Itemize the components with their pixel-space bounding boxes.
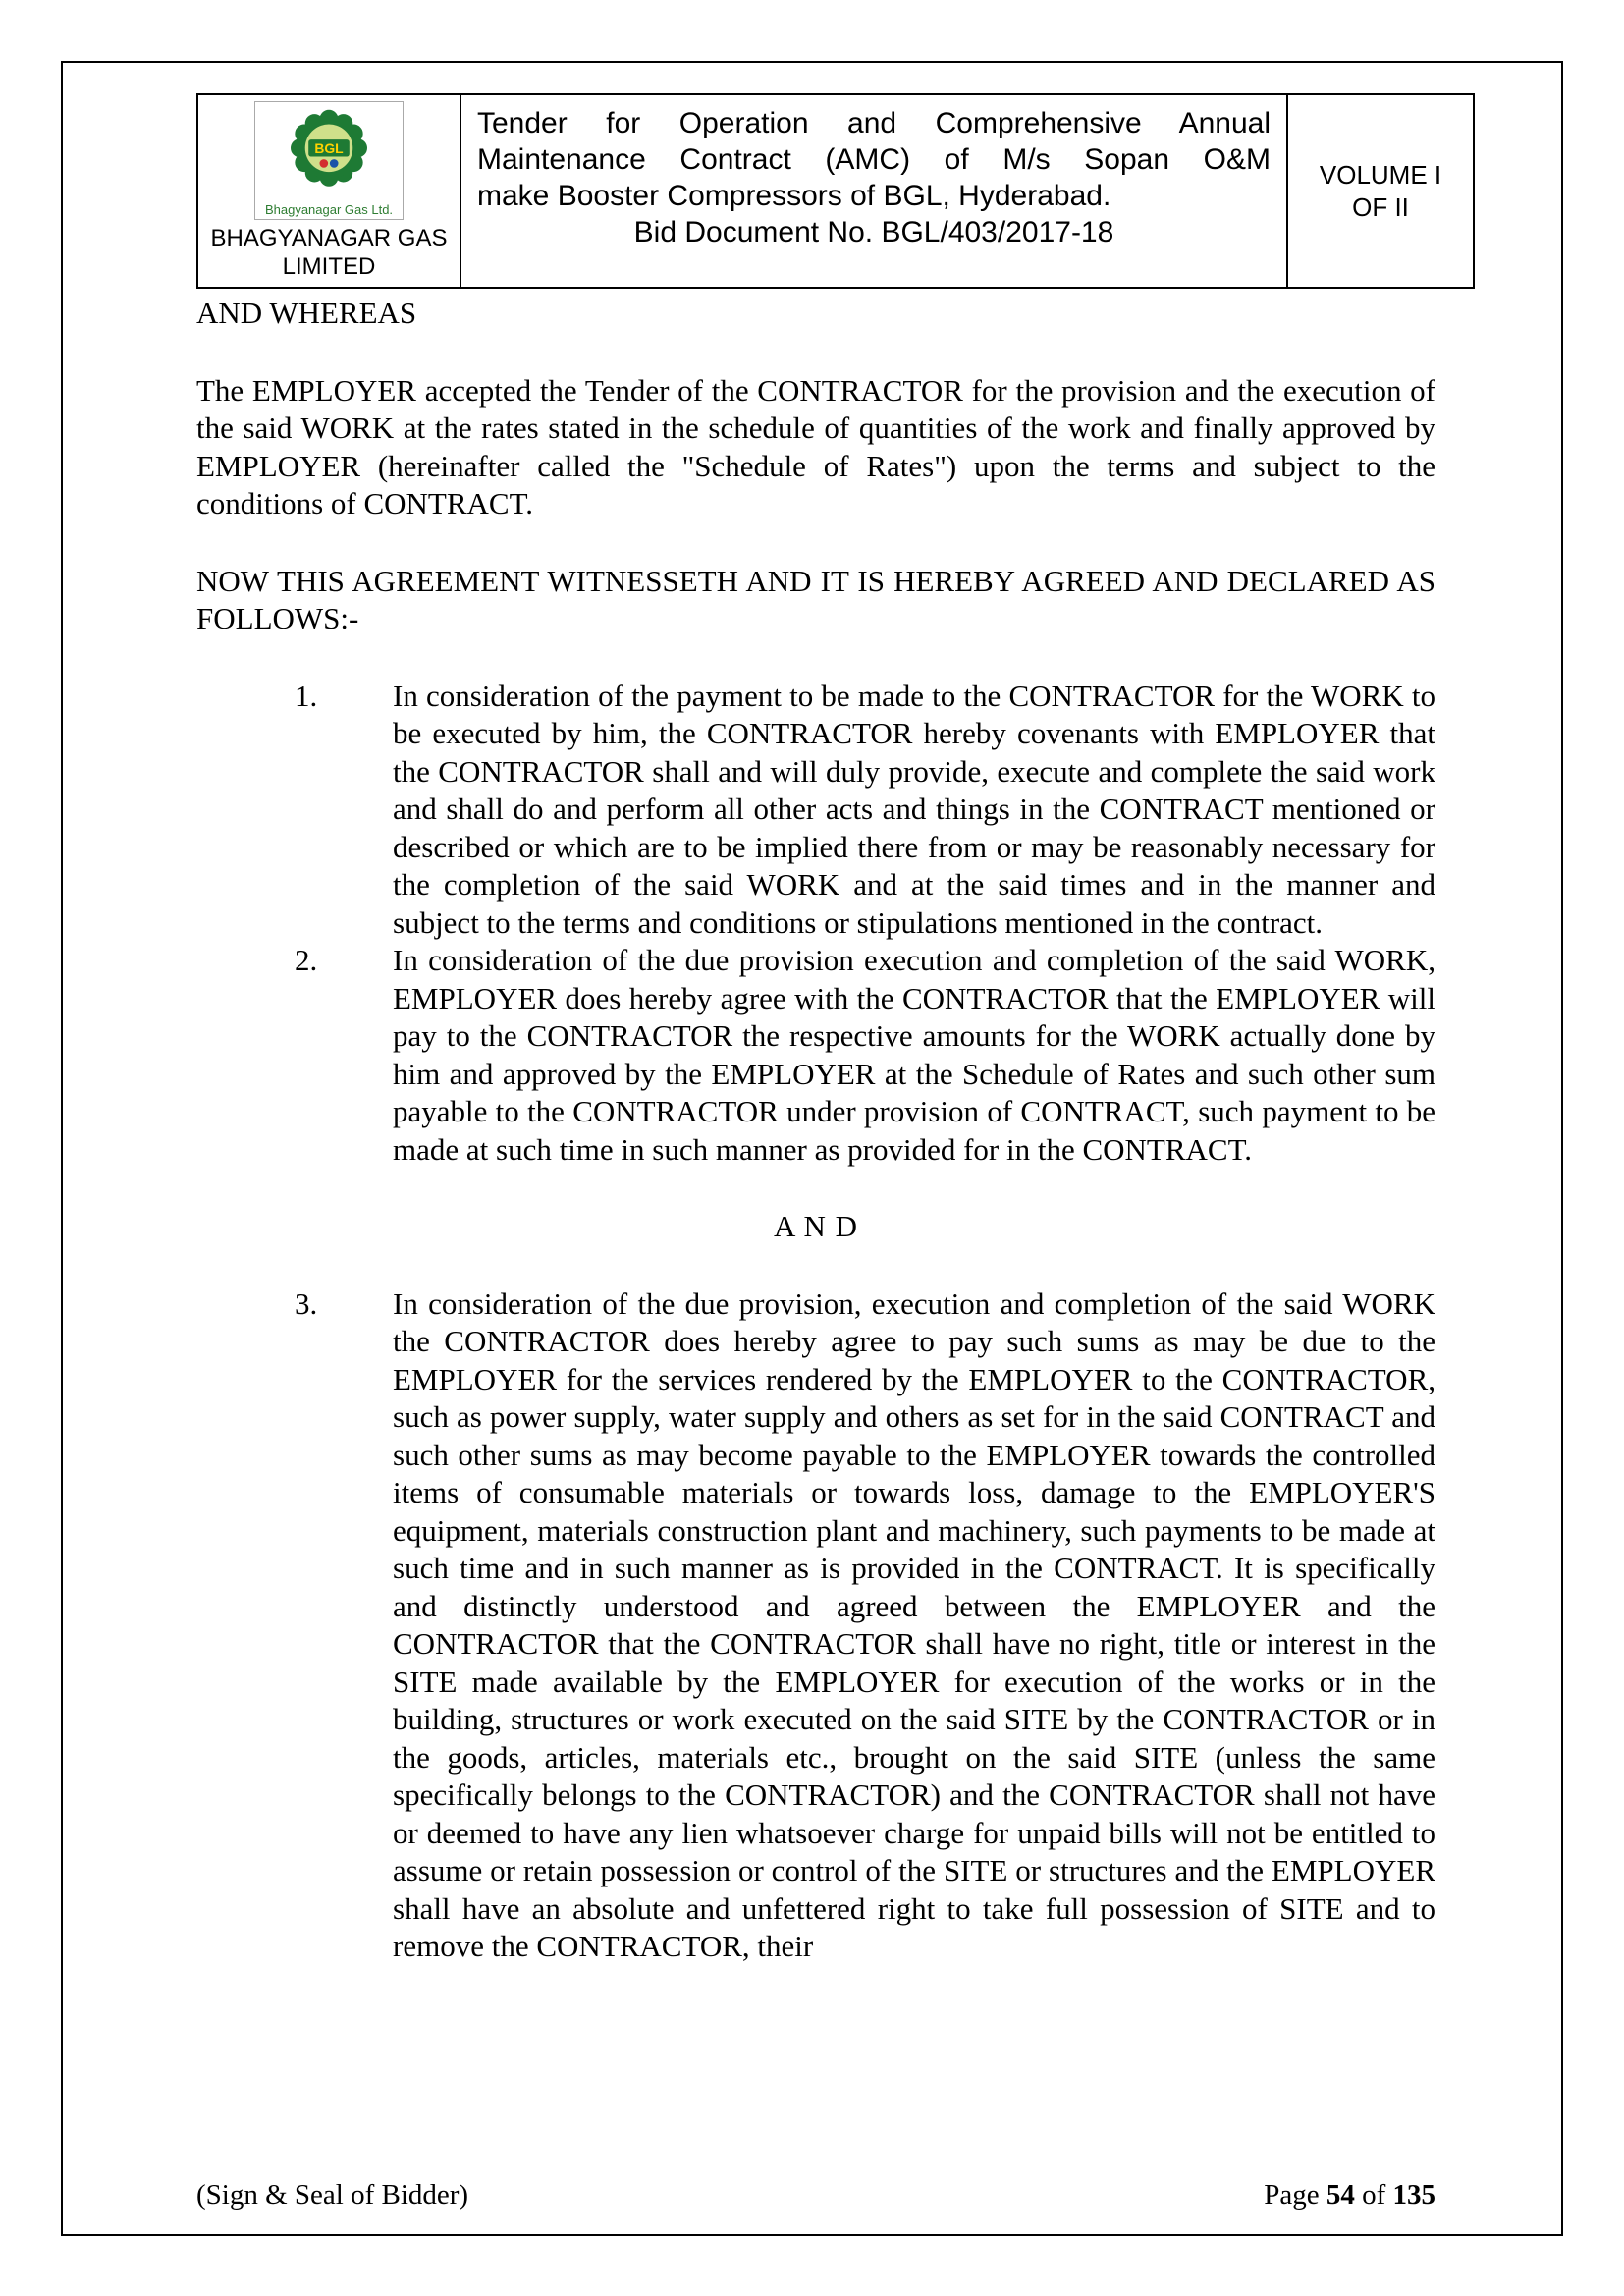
page-footer (196, 2178, 1435, 2212)
paragraph-employer-accepted: The EMPLOYER accepted the Tender of the CONTRACTOR for the provision and the execution of the said WORK at the rates stated in the schedule of quantities of the work and finally approved by EMPLOYER (hereinafter called the "Schedule of Rates") upon the terms and subject to the conditions of CONTRACT. (196, 372, 1435, 520)
org-name-line2: LIMITED (282, 253, 376, 280)
list-item-text: In consideration of the payment to be made to the CONTRACTOR for the WORK to be executed by him, the CONTRACTOR hereby covenants with EMPLOYER that the CONTRACTOR shall and will duly provide, execute and complete the said work and shall do and perform all other acts and things in the CONTRACT mentioned or described or which are to be implied there from or may be reasonably necessary for the completion of the said WORK and at the said times and in the manner and subject to the terms and conditions or stipulations mentioned in the contract. (393, 678, 1435, 940)
list-item (196, 942, 1435, 1169)
page-word: Page (1264, 2179, 1320, 2211)
list-item (196, 1285, 1435, 1966)
org-name (211, 224, 448, 281)
volume-line1: VOLUME I (1319, 159, 1442, 190)
bid-document-number: Bid Document No. BGL/403/2017-18 (633, 216, 1114, 248)
tender-title-line: Maintenance Contract (AMC) of M/s Sopan O&M (477, 143, 1271, 176)
sign-seal-label: (Sign & Seal of Bidder) (196, 2179, 469, 2211)
paragraph-now-agreement: NOW THIS AGREEMENT WITNESSETH AND IT IS HEREBY AGREED AND DECLARED AS FOLLOWS:- (196, 563, 1435, 635)
and-whereas-heading: AND WHEREAS (196, 296, 417, 330)
of-word: of (1362, 2179, 1386, 2211)
list-item-number: 2. (295, 943, 318, 977)
org-name-line1: BHAGYANAGAR GAS (210, 225, 448, 251)
list-item (196, 678, 1435, 943)
list-item-text: In consideration of the due provision execution and completion of the said WORK, EMPLOYER does hereby agree with the CONTRACTOR that the EMPLOYER will pay to the CONTRACTOR the respective amounts for the WORK actually done by him and approved by the EMPLOYER at the Schedule of Rates and such other sum payable to the CONTRACTOR under provision of CONTRACT, such payment to be made at such time in such manner as provided for in the CONTRACT. (393, 943, 1435, 1167)
page-number (1264, 2178, 1435, 2212)
list-item-text: In consideration of the due provision, execution and completion of the said WORK the CONTRACTOR does hereby agree to pay such sums as may be due to the EMPLOYER for the services rendered by the EMPLOYER to the CONTRACTOR, such as power supply, water supply and others as set for in the said CONTRACT and such other sums as may become payable to the EMPLOYER towards the controlled items of consumable materials or towards loss, damage to the EMPLOYER'S equipment, materials construction plant and machinery, such payments to be made at such time and in such manner as is provided in the CONTRACT. It is specifically and distinctly understood and agreed between the EMPLOYER and the CONTRACTOR that the CONTRACTOR shall have no right, title or interest in the SITE made available by the EMPLOYER for execution of the works or in the building, structures or work executed on the said SITE by the CONTRACTOR or in the goods, articles, materials etc., brought on the said SITE (unless the same specifically belongs to the CONTRACTOR) and the CONTRACTOR shall not have or deemed to have any lien whatsoever charge for unpaid bills will not be entitled to assume or retain possession or control of the SITE or structures and the EMPLOYER shall have an absolute and unfettered right to take full possession of SITE and to remove the CONTRACTOR, their (393, 1285, 1435, 1963)
list-item-number: 3. (295, 1285, 318, 1321)
header-table (196, 93, 1475, 289)
page-current: 54 (1326, 2179, 1355, 2211)
document-body (196, 295, 1435, 1966)
tender-title-line: make Booster Compressors of BGL, Hyderabad. (477, 180, 1111, 212)
tender-title-line: Tender for Operation and Comprehensive Annual (477, 107, 1271, 139)
bgl-logo-icon (278, 104, 380, 202)
list-item-number: 1. (295, 678, 318, 713)
page-total: 135 (1392, 2179, 1435, 2211)
logo-cell (198, 95, 461, 287)
company-logo (254, 101, 404, 220)
logo-monogram: BGL (314, 140, 344, 156)
logo-subtext: Bhagyanagar Gas Ltd. (264, 202, 394, 217)
volume-line2: OF II (1352, 191, 1409, 222)
volume-cell (1288, 95, 1473, 287)
tender-title-cell (461, 95, 1288, 287)
and-separator: A N D (774, 1209, 858, 1243)
